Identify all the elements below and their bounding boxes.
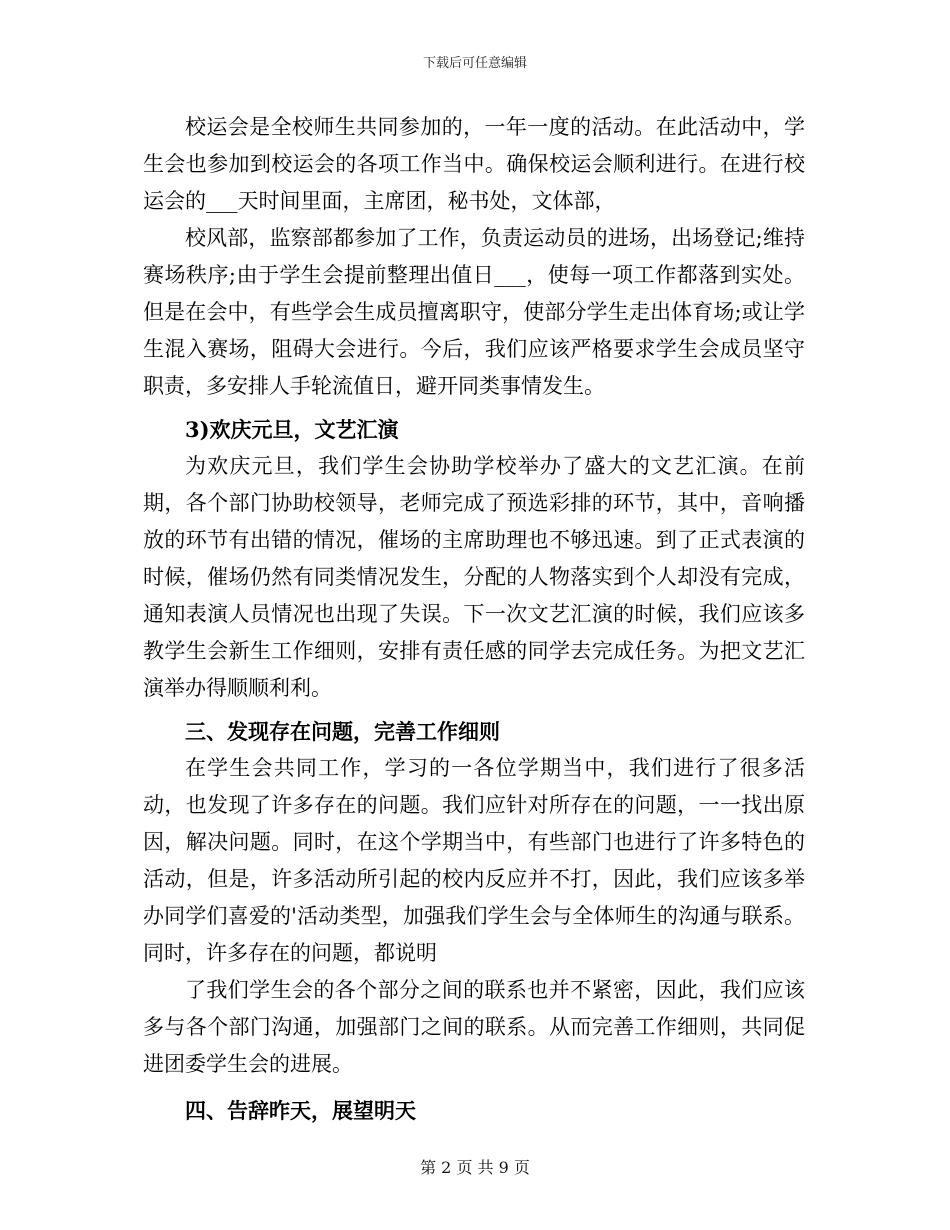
page-number: 第 2 页 共 9 页 bbox=[420, 1158, 530, 1177]
paragraph-sports-meet: 校运会是全校师生共同参加的，一年一度的活动。在此活动中，学生会也参加到校运会的各项工作当中。确保校运会顺利进行。在进行校运会的___天时间里面，主席团，秘书处，文体部， bbox=[143, 115, 805, 213]
heading-new-year-show: 3)欢庆元旦，文艺汇演 bbox=[185, 417, 399, 442]
paragraph-sports-meet-duties: 校风部，监察部都参加了工作，负责运动员的进场，出场登记;维持赛场秩序;由于学生会提前整理出值日___，使每一项工作都落到实处。但是在会中，有些学会生成员擅离职守，使部分学生走出体育场;或让学生混入赛场，阻碍大会进行。今后，我们应该严格要求学生会成员坚守职责，多安排人手轮流值日，避开同类事情发生。 bbox=[143, 226, 805, 398]
page-header: 下载后可任意编辑 bbox=[422, 56, 527, 71]
document-body bbox=[143, 109, 805, 1129]
paragraph-find-problems: 在学生会共同工作，学习的一各位学期当中，我们进行了很多活动，也发现了许多存在的问题。我们应针对所存在的问题，一一找出原因，解决问题。同时，在这个学期当中，有些部门也进行了许多特色的活动，但是，许多活动所引起的校内反应并不打，因此，我们应该多举办同学们喜爱的'活动类型，加强我们学生会与全体师生的沟通与联系。同时，许多存在的问题，都说明 bbox=[143, 756, 805, 965]
paragraph-new-year-show: 为欢庆元旦，我们学生会协助学校举办了盛大的文艺汇演。在前期，各个部门协助校领导，老师完成了预选彩排的环节，其中，音响播放的环节有出错的情况，催场的主席助理也不够迅速。到了正式表演的时候，催场仍然有同类情况发生，分配的人物落实到个人却没有完成，通知表演人员情况也出现了失误。下一次文艺汇演的时候，我们应该多教学生会新生工作细则，安排有责任感的同学去完成任务。为把文艺汇演举办得顺顺利利。 bbox=[143, 454, 805, 700]
heading-find-problems: 三、发现存在问题，完善工作细则 bbox=[185, 719, 500, 744]
paragraph-department-links: 了我们学生会的各个部分之间的联系也并不紧密，因此，我们应该多与各个部门沟通，加强部门之间的联系。从而完善工作细则，共同促进团委学生会的进展。 bbox=[143, 978, 805, 1076]
heading-farewell-yesterday: 四、告辞昨天，展望明天 bbox=[185, 1098, 416, 1123]
